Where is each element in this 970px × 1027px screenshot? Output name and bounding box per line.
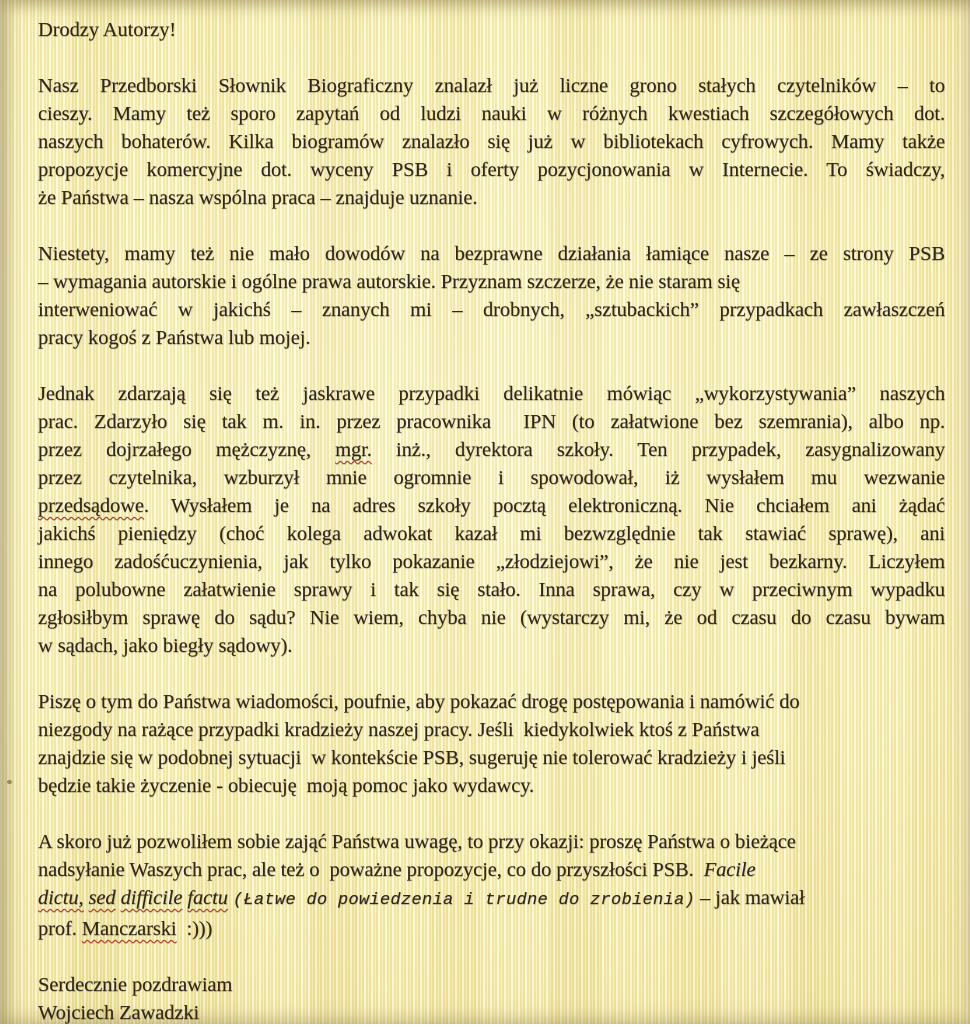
text-line [38,296,945,324]
misspelled-word: Manczarski [81,918,177,940]
text-line [38,688,945,716]
text-line [38,828,945,856]
text-segment: że Państwa – nasza wspólna praca – znajduje uznanie. [38,187,478,209]
text-line [38,240,945,268]
text-line [38,520,945,548]
salutation: Drodzy Autorzy! [38,19,176,41]
text-segment: Piszę o tym do Państwa wiadomości, poufnie, aby pokazać drogę postępowania i namówić do [38,691,800,713]
text-line [38,268,945,296]
text-line [38,576,945,604]
text-line [38,100,945,128]
text-segment: propozycje komercyjne dot. wyceny PSB i oferty pozycjonowania w Internecie. To świadczy, [38,159,945,181]
closing-block [38,971,945,1027]
misspelled-word: mgr. [335,439,372,461]
stray-mark [7,780,12,784]
text-segment: pracy kogoś z Państwa lub mojej. [38,327,311,349]
letter-content [38,16,945,1027]
text-segment: naszych bohaterów. Kilka biogramów znalazło się już w bibliotekach cyfrowych. Mamy także [38,131,945,153]
text-line [38,772,945,800]
text-segment: A skoro już pozwoliłem sobie zająć Państwa uwagę, to przy okazji: proszę Państwa o bieżące [38,831,796,853]
misspelled-word: factu [187,887,228,909]
text-segment: prof. [38,918,82,940]
text-segment: interweniować w jakichś – znanych mi – drobnych, „sztubackich” przypadkach zawłaszczeń [38,299,945,321]
misspelled-word: sed [88,887,116,909]
text-segment: niezgody na rażące przypadki kradzieży naszej pracy. Jeśli kiedykolwiek ktoś z Państwa [38,719,760,741]
text-line [38,156,945,184]
misspelled-word: przedsądowe [38,495,144,517]
text-line [38,464,945,492]
text-line [38,604,945,632]
letter-body [38,72,945,943]
closing-farewell: Serdecznie pozdrawiam [38,974,233,996]
text-segment: cieszy. Mamy też sporo zapytań od ludzi nauki w różnych kwestiach szczegółowych dot. [38,103,945,125]
text-segment: inż., dyrektora szkoły. Ten przypadek, zasygnalizowany [371,439,945,461]
signature-name: Wojciech Zawadzki [38,1002,200,1024]
text-line [38,492,945,520]
text-segment: przez czytelnika, wzburzył mnie ogromnie i spowodował, iż wysłałem mu wezwanie [38,467,945,489]
text-segment: Niestety, mamy też nie mało dowodów na bezprawne działania łamiące nasze – ze strony PSB [38,243,945,265]
misspelled-word: dictu, [38,887,84,909]
text-line [38,436,945,464]
text-line [38,380,945,408]
paragraph-przypadki [38,380,945,660]
text-segment: innego zadośćuczynienia, jak tylko pokazanie „złodziejowi”, że nie jest bezkarny. Liczyłem [38,551,945,573]
text-line [38,915,945,943]
text-line [38,184,945,212]
paragraph-niestety [38,240,945,352]
text-segment: :))) [176,918,213,940]
paragraph-poufnie [38,688,945,800]
text-segment: Jednak zdarzają się też jaskrawe przypadki delikatnie mówiąc „wykorzystywania” naszych [38,383,945,405]
text-segment: będzie takie życzenie - obiecuję moją pomoc jako wydawcy. [38,775,535,797]
text-segment: Facile [703,859,756,881]
text-segment: . Wysłałem je na adres szkoły pocztą elektroniczną. Nie chciałem ani żądać [143,495,945,517]
text-line [38,856,945,884]
text-segment: przez dojrzałego mężczyznę, [38,439,336,461]
text-segment: w sądach, jako biegły sądowy). [38,635,293,657]
text-segment: – wymagania autorskie i ogólne prawa autorskie. Przyznam szczerze, że nie staram się [38,271,740,293]
text-line [38,128,945,156]
text-line [38,324,945,352]
paragraph-intro [38,72,945,212]
paragraph-na-koniec [38,828,945,943]
misspelled-word: difficile [120,887,183,909]
text-line [38,884,945,915]
text-line [38,716,945,744]
text-segment: – jak mawiał [694,887,805,909]
text-line [38,408,945,436]
text-segment: znajdzie się w podobnej sytuacji w kontekście PSB, sugeruję nie tolerować kradzieży i jeśli [38,747,786,769]
text-line [38,72,945,100]
text-line [38,548,945,576]
text-segment: na polubowne załatwienie sprawy i tak się stało. Inna sprawa, czy w przeciwnym wypadku [38,579,945,601]
text-segment: zgłosiłbym sprawę do sądu? Nie wiem, chyba nie (wystarczy mi, że od czasu do czasu bywam [38,607,945,629]
text-segment: Nasz Przedborski Słownik Biograficzny znalazł już liczne grono stałych czytelników – to [38,75,945,97]
text-line [38,632,945,660]
text-line [38,744,945,772]
text-segment: jakichś pieniędzy (choć kolega adwokat kazał mi bezwzględnie tak stawiać sprawę), ani [38,523,945,545]
text-segment: nadsyłanie Waszych prac, ale też o poważne propozycje, co do przyszłości PSB. [38,859,704,881]
text-segment: prac. Zdarzyło się tak m. in. przez pracownika IPN (to załatwione bez szemrania), albo np. [38,411,945,433]
text-segment: (Łatwe do powiedzenia i trudne do zrobienia) [232,891,695,910]
